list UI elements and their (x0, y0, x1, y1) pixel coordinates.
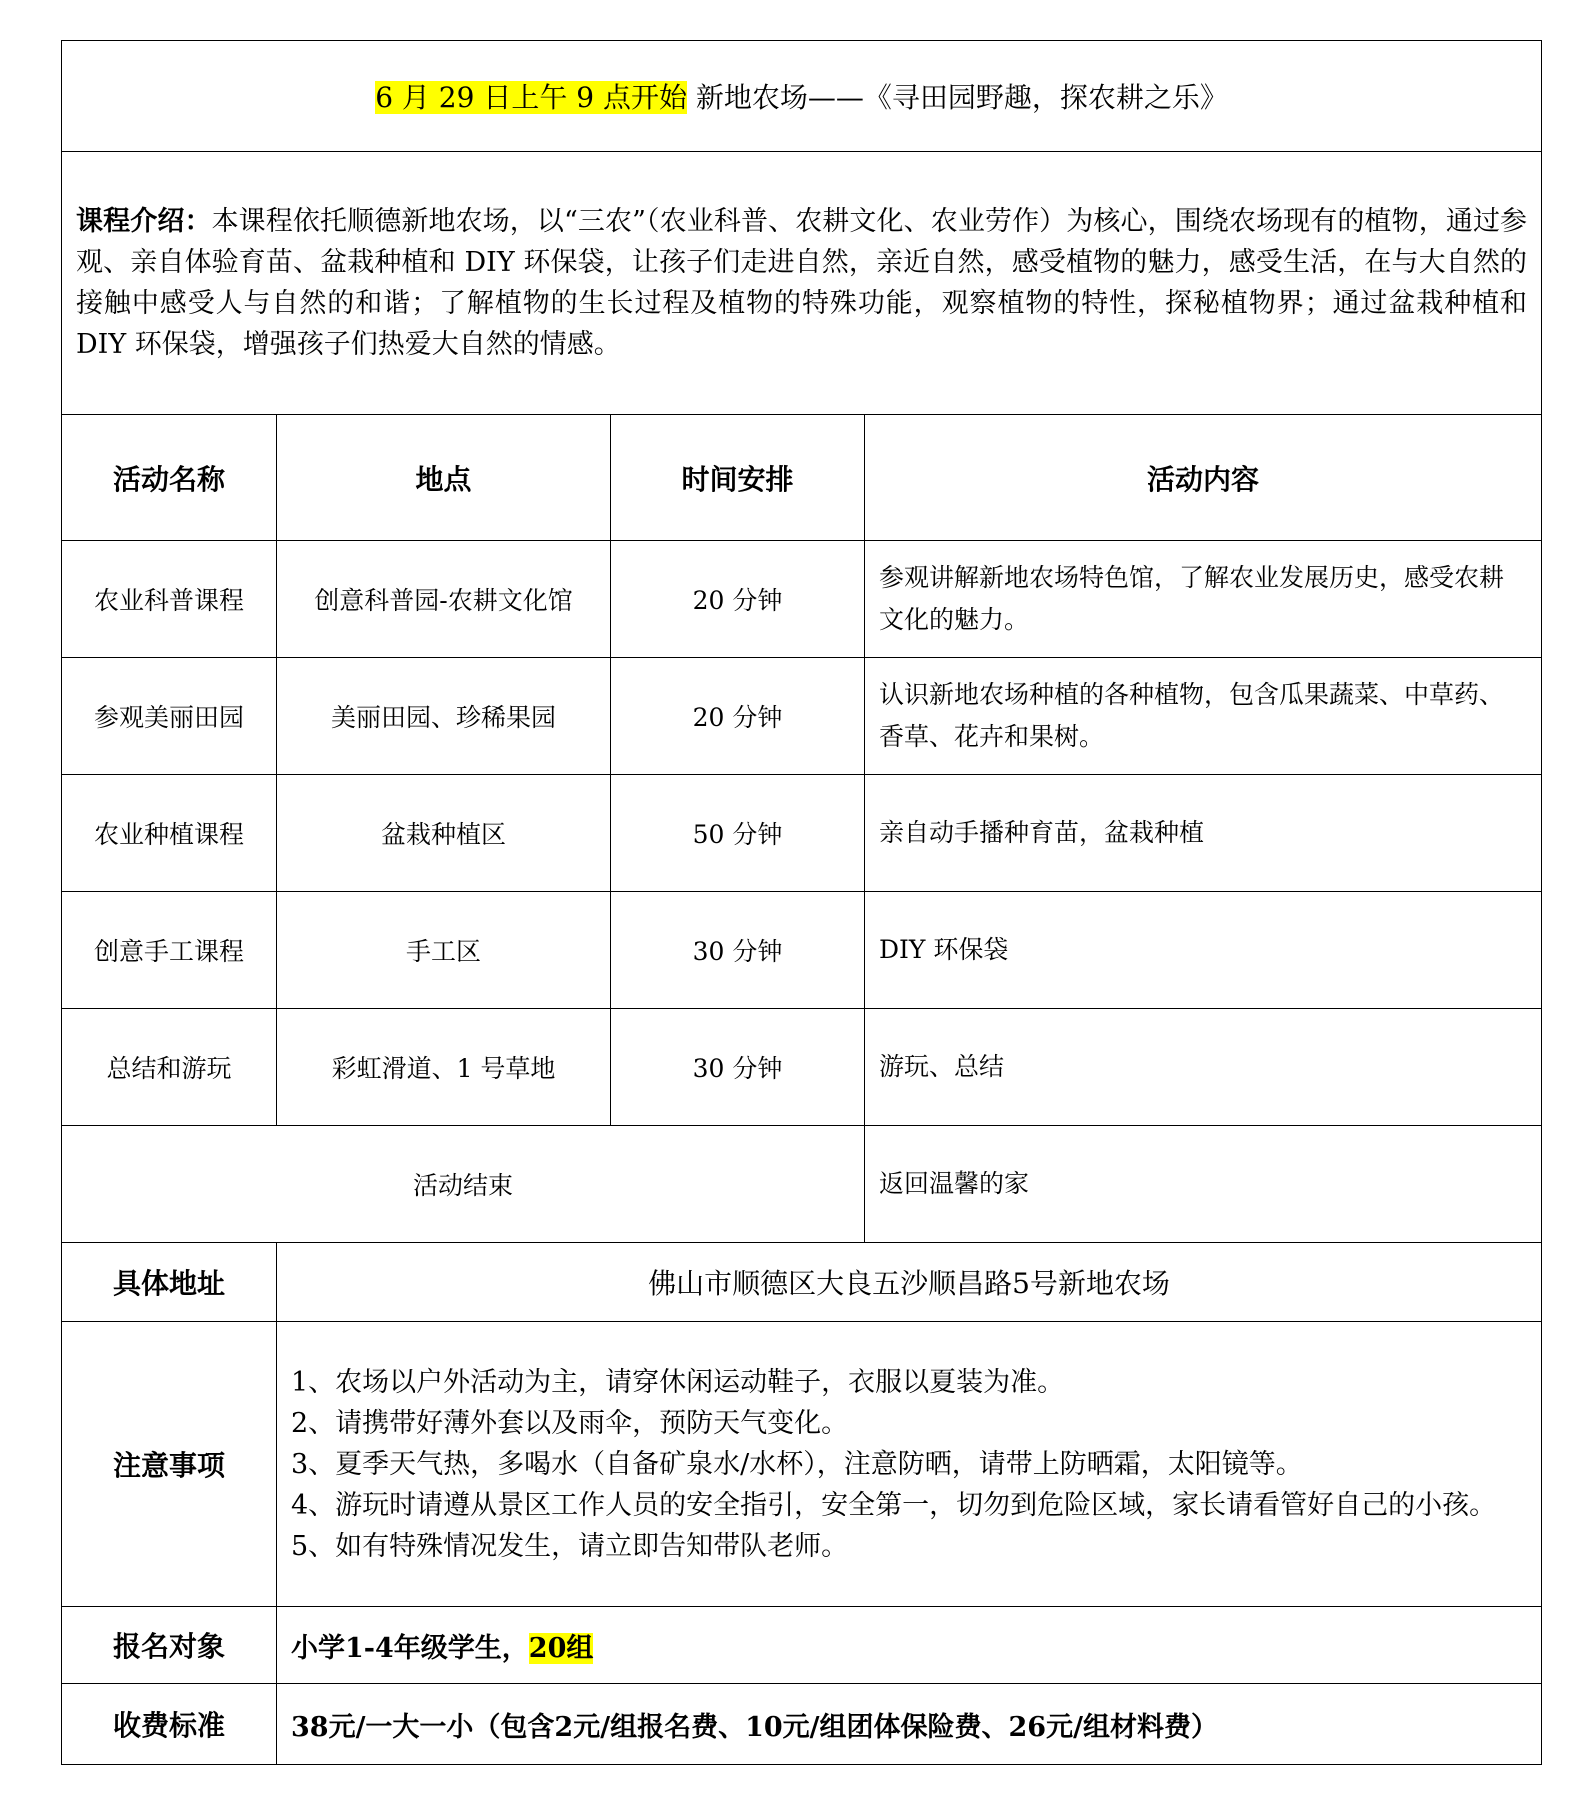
course-intro (62, 152, 1542, 415)
activity-content: 游玩、总结 (865, 1009, 1542, 1126)
activity-end-label: 活动结束 (62, 1126, 865, 1243)
notes-list (277, 1322, 1542, 1607)
activity-time: 20 分钟 (611, 541, 865, 658)
activity-end-content: 返回温馨的家 (865, 1126, 1542, 1243)
notes-label: 注意事项 (62, 1322, 277, 1607)
table-header-row (62, 415, 1542, 541)
header-content: 活动内容 (865, 415, 1542, 541)
table-row (62, 892, 1542, 1009)
table-row (62, 775, 1542, 892)
note-item: 4、游玩时请遵从景区工作人员的安全指引，安全第一，切勿到危险区域，家长请看管好自己的小孩。 (291, 1489, 1497, 1521)
intro-text: 本课程依托顺德新地农场，以“三农”（农业科普、农耕文化、农业劳作）为核心，围绕农场现有的植物，通过参观、亲自体验育苗、盆栽种植和 DIY 环保袋，让孩子们走进自然，亲近自然，感受植物的魅力，感受生活，在与大自然的接触中感受人与自然的和谐；了解植物的生长过程及植物的特殊功能，观察植物的特性，探秘植物界；通过盆栽种植和 DIY 环保袋，增强孩子们热爱大自然的情感。 (76, 206, 1528, 360)
activity-time: 30 分钟 (611, 892, 865, 1009)
activity-time: 20 分钟 (611, 658, 865, 775)
note-item: 1、农场以户外活动为主，请穿休闲运动鞋子，衣服以夏装为准。 (291, 1366, 1065, 1398)
activity-name: 农业种植课程 (62, 775, 277, 892)
fee-row (62, 1684, 1542, 1765)
address-value: 佛山市顺德区大良五沙顺昌路5号新地农场 (277, 1243, 1542, 1322)
note-item: 5、如有特殊情况发生，请立即告知带队老师。 (291, 1530, 849, 1562)
title-text: 新地农场——《寻田园野趣，探农耕之乐》 (686, 81, 1228, 114)
note-item: 2、请携带好薄外套以及雨伞，预防天气变化。 (291, 1407, 849, 1439)
title-date-highlight: 6 月 29 日上午 9 点开始 (375, 81, 687, 114)
fee-value: 38元/一大一小（包含2元/组报名费、10元/组团体保险费、26元/组材料费） (277, 1684, 1542, 1765)
target-group-highlight: 20组 (528, 1632, 594, 1664)
intro-row (62, 152, 1542, 415)
activity-place: 美丽田园、珍稀果园 (277, 658, 611, 775)
note-item: 3、夏季天气热，多喝水（自备矿泉水/水杯），注意防晒，请带上防晒霜，太阳镜等。 (291, 1448, 1303, 1480)
intro-label: 课程介绍： (76, 206, 212, 237)
fee-label: 收费标准 (62, 1684, 277, 1765)
target-text: 小学1-4年级学生， (291, 1632, 529, 1664)
table-row (62, 1009, 1542, 1126)
header-activity-name: 活动名称 (62, 415, 277, 541)
activity-schedule-document (61, 40, 1542, 1765)
table-row (62, 658, 1542, 775)
activity-time: 50 分钟 (611, 775, 865, 892)
activity-content: DIY 环保袋 (865, 892, 1542, 1009)
activity-end-row (62, 1126, 1542, 1243)
table-row (62, 541, 1542, 658)
activity-place: 手工区 (277, 892, 611, 1009)
header-time: 时间安排 (611, 415, 865, 541)
target-label: 报名对象 (62, 1607, 277, 1684)
activity-content: 认识新地农场种植的各种植物，包含瓜果蔬菜、中草药、香草、花卉和果树。 (865, 658, 1542, 775)
target-value (277, 1607, 1542, 1684)
address-row (62, 1243, 1542, 1322)
activity-time: 30 分钟 (611, 1009, 865, 1126)
activity-place: 盆栽种植区 (277, 775, 611, 892)
activity-place: 创意科普园-农耕文化馆 (277, 541, 611, 658)
title-row (62, 41, 1542, 152)
activity-place: 彩虹滑道、1 号草地 (277, 1009, 611, 1126)
address-label: 具体地址 (62, 1243, 277, 1322)
activity-name: 创意手工课程 (62, 892, 277, 1009)
header-place: 地点 (277, 415, 611, 541)
activity-content: 参观讲解新地农场特色馆，了解农业发展历史，感受农耕文化的魅力。 (865, 541, 1542, 658)
activity-name: 参观美丽田园 (62, 658, 277, 775)
activity-name: 农业科普课程 (62, 541, 277, 658)
notes-row (62, 1322, 1542, 1607)
target-row (62, 1607, 1542, 1684)
document-title (62, 41, 1542, 152)
activity-name: 总结和游玩 (62, 1009, 277, 1126)
activity-content: 亲自动手播种育苗，盆栽种植 (865, 775, 1542, 892)
